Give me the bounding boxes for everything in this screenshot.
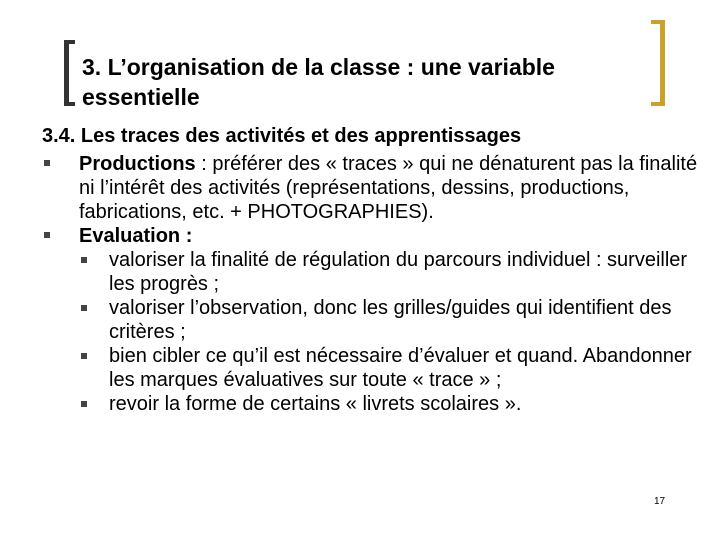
sub-list-item: [79, 344, 712, 392]
bullet-list: [42, 152, 712, 416]
sub-list-item: [79, 296, 712, 344]
sub-item-text: revoir la forme de certains « livrets scolaires ».: [109, 393, 522, 415]
list-item-productions: [42, 152, 712, 224]
sub-item-text: valoriser l’observation, donc les grilles/guides qui identifient des critères ;: [109, 297, 672, 343]
page-number: 17: [654, 496, 666, 507]
sub-bullet-list: [79, 248, 712, 416]
list-item-evaluation: [42, 224, 712, 416]
slide-body: [42, 124, 712, 416]
item-text: : préférer des « traces » qui ne dénaturent pas la finalité ni l’intérêt des activités (représentations, dessins, productions, fabrications, etc. + PHOTOGRAPHIES).: [79, 153, 698, 223]
slide-title: 3. L’organisation de la classe : une variable essentielle: [82, 54, 555, 110]
item-lead: Productions: [79, 153, 196, 175]
section-heading: 3.4. Les traces des activités et des apprentissages: [42, 125, 522, 147]
square-bullet-icon: [44, 232, 50, 238]
square-bullet-icon: [81, 401, 87, 407]
square-bullet-icon: [81, 257, 87, 263]
item-lead: Evaluation :: [79, 225, 193, 247]
left-bracket-decoration: [64, 40, 75, 106]
square-bullet-icon: [81, 305, 87, 311]
sub-item-text: bien cibler ce qu’il est nécessaire d’évaluer et quand. Abandonner les marques évaluatives sur toute « trace » ;: [109, 345, 692, 391]
square-bullet-icon: [44, 160, 50, 166]
sub-list-item: [79, 248, 712, 296]
square-bullet-icon: [81, 353, 87, 359]
sub-item-text: valoriser la finalité de régulation du parcours individuel : surveiller les progrès ;: [109, 249, 688, 295]
right-bracket-decoration: [651, 20, 665, 106]
sub-list-item: [79, 392, 712, 416]
